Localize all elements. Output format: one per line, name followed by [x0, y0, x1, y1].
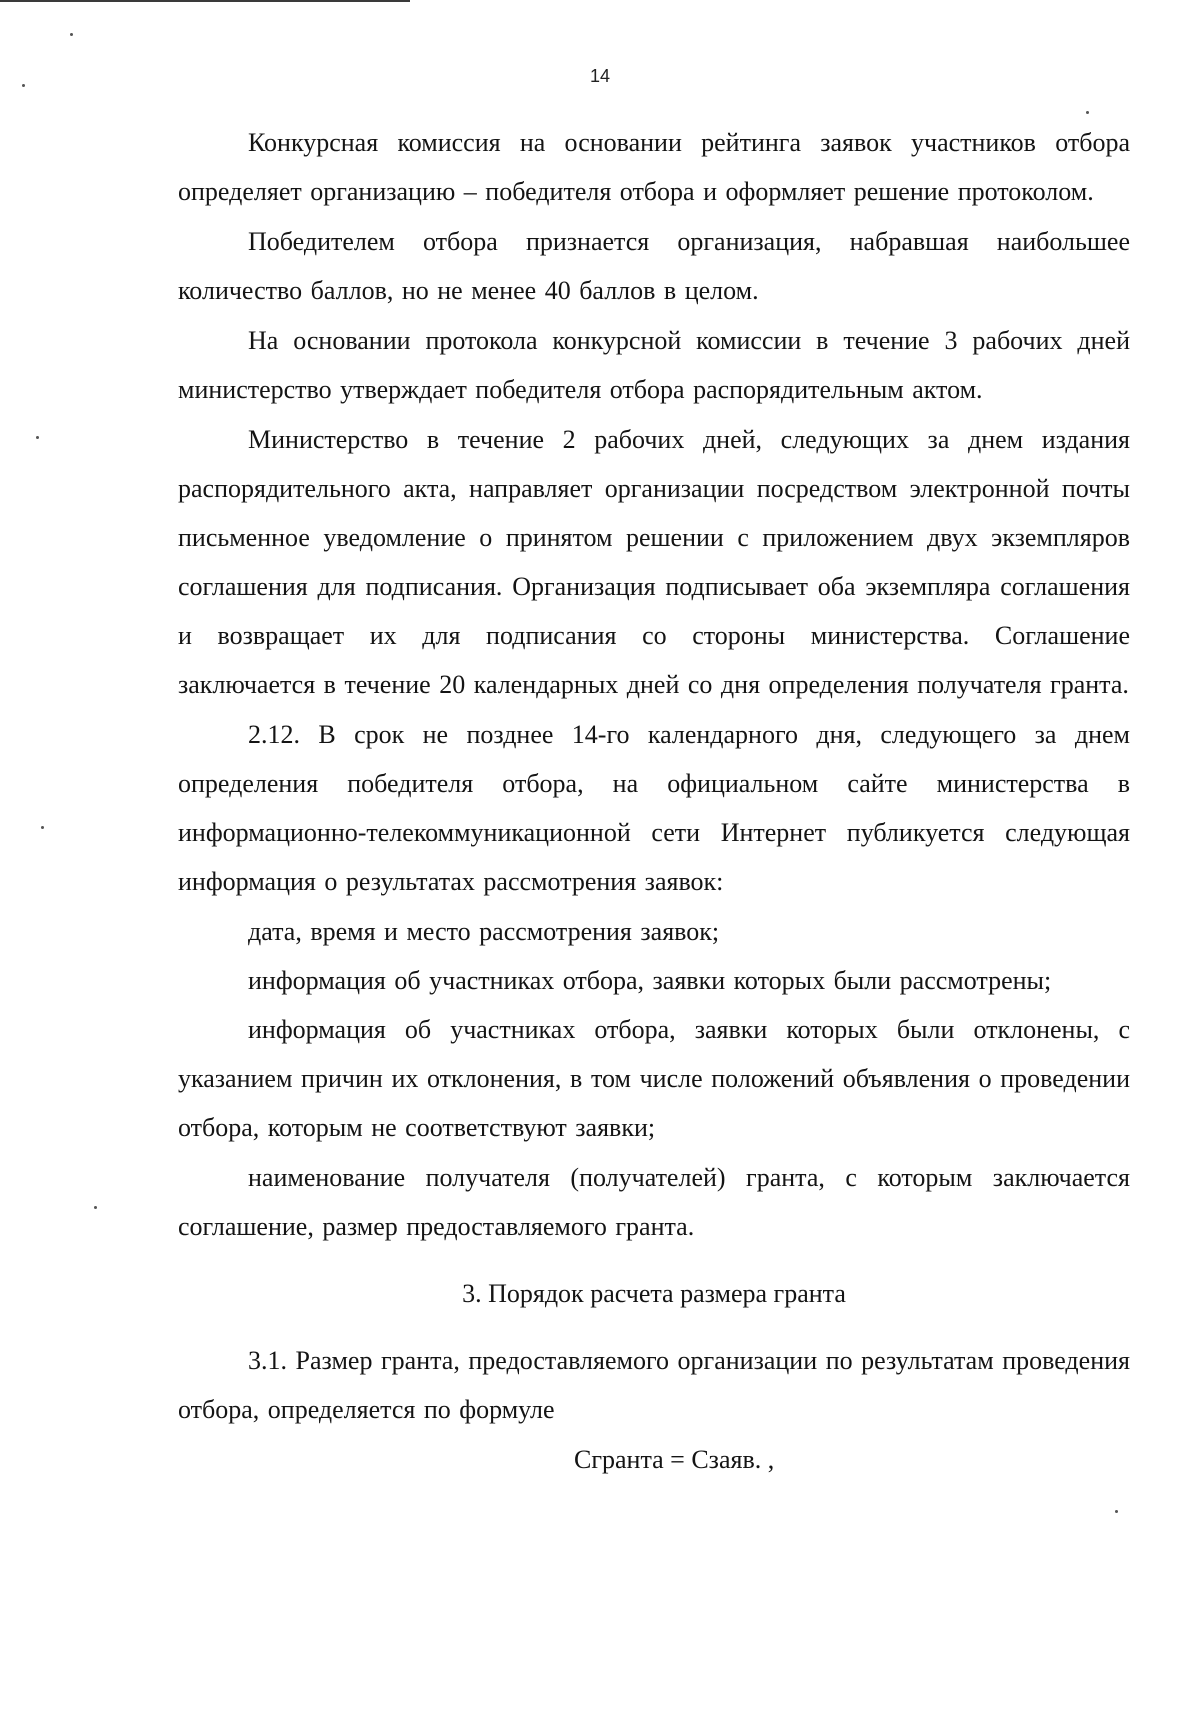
paragraph: 2.12. В срок не позднее 14-го календарного дня, следующего за днем определения победителя отбора, на официальном сайте министерства в информационно-телекоммуникационной сети Интернет публикуется следующая информация о результатах рассмотрения заявок:	[178, 720, 1130, 896]
scan-speck	[41, 826, 44, 829]
paragraph: Победителем отбора признается организация, набравшая наибольшее количество баллов, но не менее 40 баллов в целом.	[178, 227, 1130, 305]
list-item: дата, время и место рассмотрения заявок;	[248, 917, 720, 946]
scan-speck	[70, 33, 73, 36]
scan-edge-line	[0, 0, 410, 2]
paragraph: Конкурсная комиссия на основании рейтинга заявок участников отбора определяет организацию – победителя отбора и оформляет решение протоколом.	[178, 128, 1130, 206]
list-item: информация об участниках отбора, заявки которых были отклонены, с указанием причин их отклонения, в том числе положений объявления о проведении отбора, которым не соответствуют заявки;	[178, 1015, 1130, 1142]
paragraph: Министерство в течение 2 рабочих дней, следующих за днем издания распорядительного акта, направляет организации посредством электронной почты письменное уведомление о принятом решении с приложением двух экземпляров соглашения для подписания. Организация подписывает оба экземпляра соглашения и возвращает их для подписания со стороны министерства. Соглашение заключается в течение 20 календарных дней со дня определения получателя гранта.	[178, 425, 1130, 699]
list-item: информация об участниках отбора, заявки которых были рассмотрены;	[248, 966, 1052, 995]
paragraph: 3.1. Размер гранта, предоставляемого организации по результатам проведения отбора, определяется по формуле	[178, 1346, 1130, 1424]
page-number: 14	[589, 66, 611, 86]
formula: Сгранта = Сзаяв. ,	[574, 1445, 775, 1474]
scan-speck	[1115, 1510, 1118, 1513]
scan-speck	[1086, 111, 1089, 114]
scan-speck	[94, 1206, 97, 1209]
list-item: наименование получателя (получателей) гранта, с которым заключается соглашение, размер предоставляемого гранта.	[178, 1163, 1130, 1241]
document-body	[178, 118, 1130, 1484]
scan-speck	[36, 436, 39, 439]
section-heading: 3. Порядок расчета размера гранта	[462, 1279, 846, 1308]
paragraph: На основании протокола конкурсной комиссии в течение 3 рабочих дней министерство утверждает победителя отбора распорядительным актом.	[178, 326, 1130, 404]
